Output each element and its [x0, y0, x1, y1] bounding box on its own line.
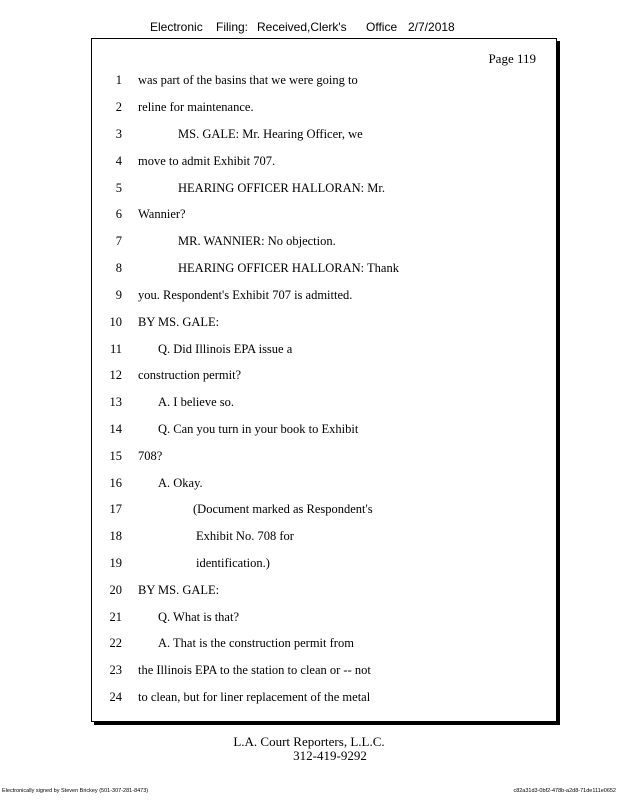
line-text: BY MS. GALE:: [138, 583, 220, 597]
line-number: 8: [115, 261, 122, 275]
line-number: 2: [115, 100, 122, 114]
line-text: HEARING OFFICER HALLORAN: Thank: [178, 261, 399, 275]
line-number: 23: [109, 663, 122, 677]
header-word-received: Received,Clerk's: [257, 20, 347, 34]
line-number: 20: [109, 583, 122, 597]
page-number: Page 119: [488, 51, 536, 66]
transcript-line: [92, 100, 556, 120]
line-number: 13: [109, 395, 122, 409]
footer-company: L.A. Court Reporters, L.L.C.: [233, 734, 385, 749]
line-number: 12: [109, 368, 122, 382]
transcript-line: [92, 529, 556, 549]
line-text: Exhibit No. 708 for: [196, 529, 294, 543]
line-text: A. That is the construction permit from: [158, 636, 354, 650]
header-word-date: 2/7/2018: [408, 20, 455, 34]
transcript-line: [92, 449, 556, 469]
transcript-line: [92, 636, 556, 656]
transcript-line: [92, 315, 556, 335]
line-number: 3: [115, 127, 122, 141]
transcript-line: [92, 234, 556, 254]
transcript-line: [92, 368, 556, 388]
line-text: (Document marked as Respondent's: [193, 502, 373, 516]
transcript-line: [92, 181, 556, 201]
line-number: 22: [109, 636, 122, 650]
line-text: you. Respondent's Exhibit 707 is admitted.: [138, 288, 353, 302]
line-number: 11: [109, 342, 122, 356]
line-number: 1: [115, 73, 122, 87]
footer-phone: 312-419-9292: [293, 748, 367, 763]
transcript-line: [92, 154, 556, 174]
line-text: MR. WANNIER: No objection.: [178, 234, 336, 248]
transcript-page: [91, 38, 557, 722]
line-number: 10: [109, 315, 122, 329]
line-text: Q. Did Illinois EPA issue a: [158, 342, 293, 356]
line-text: the Illinois EPA to the station to clean or -- not: [138, 663, 371, 677]
header-word-filing: Filing:: [216, 20, 249, 34]
transcript-line: [92, 395, 556, 415]
line-number: 14: [109, 422, 122, 436]
header-word-electronic: Electronic: [150, 20, 203, 34]
transcript-line: [92, 207, 556, 227]
line-number: 7: [115, 234, 122, 248]
line-number: 16: [109, 476, 122, 490]
transcript-line: [92, 288, 556, 308]
line-number: 9: [115, 288, 122, 302]
line-text: Wannier?: [138, 207, 186, 221]
line-text: BY MS. GALE:: [138, 315, 220, 329]
line-text: reline for maintenance.: [138, 100, 254, 114]
line-text: to clean, but for liner replacement of the metal: [138, 690, 371, 704]
transcript-line: [92, 476, 556, 496]
line-text: Q. What is that?: [158, 610, 239, 624]
line-number: 15: [109, 449, 122, 463]
header-word-office: Office: [366, 20, 398, 34]
line-text: construction permit?: [138, 368, 242, 382]
transcript-line: [92, 261, 556, 281]
line-number: 18: [109, 529, 122, 543]
line-number: 24: [109, 690, 122, 704]
transcript-line: [92, 127, 556, 147]
line-text: HEARING OFFICER HALLORAN: Mr.: [178, 181, 385, 195]
electronic-signature: Electronically signed by Steven Brickey (501-307-281-8473): [2, 788, 149, 794]
line-number: 6: [115, 207, 122, 221]
transcript-line: [92, 342, 556, 362]
transcript-line: [92, 690, 556, 710]
line-text: was part of the basins that we were going to: [138, 73, 358, 87]
transcript-line: [92, 583, 556, 603]
transcript-line: [92, 422, 556, 442]
line-text: 708?: [138, 449, 163, 463]
line-number: 4: [115, 154, 122, 168]
line-text: Q. Can you turn in your book to Exhibit: [158, 422, 359, 436]
line-text: move to admit Exhibit 707.: [138, 154, 276, 168]
transcript-line: [92, 610, 556, 630]
line-text: identification.): [196, 556, 270, 570]
line-text: A. I believe so.: [158, 395, 235, 409]
line-number: 5: [115, 181, 122, 195]
line-text: A. Okay.: [158, 476, 203, 490]
line-text: MS. GALE: Mr. Hearing Officer, we: [178, 127, 363, 141]
transcript-line: [92, 556, 556, 576]
line-number: 19: [109, 556, 122, 570]
line-number: 17: [109, 502, 122, 516]
document-hash: c82a31d3-0bf2-478b-a2d8-71de111e0652: [513, 788, 616, 794]
line-number: 21: [109, 610, 122, 624]
transcript-line: [92, 73, 556, 93]
transcript-line: [92, 502, 556, 522]
transcript-line: [92, 663, 556, 683]
